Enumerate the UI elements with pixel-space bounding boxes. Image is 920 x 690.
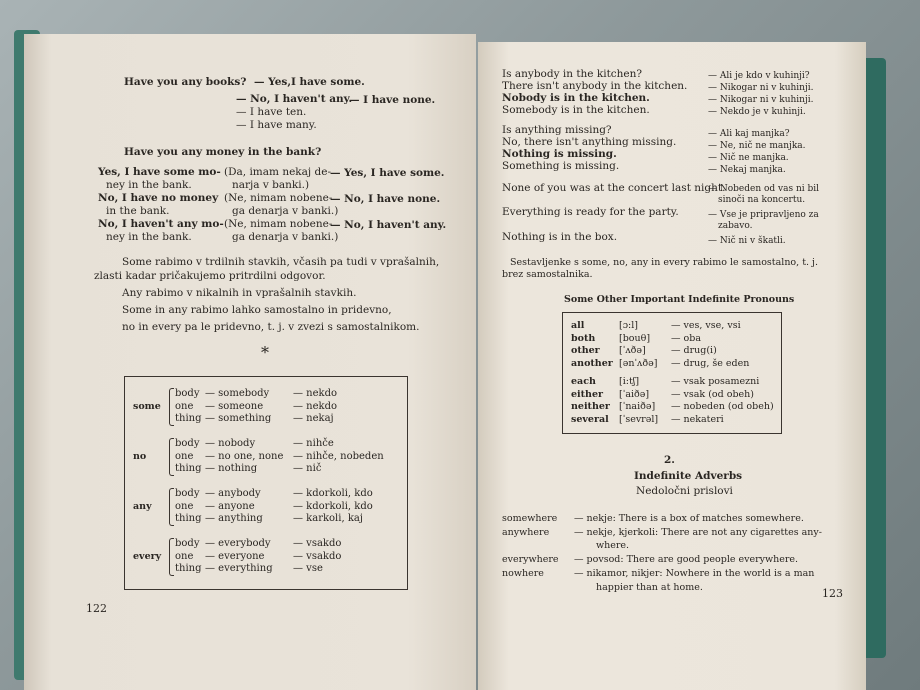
missing-translation: — Nič ne manjka. [708,153,789,163]
row3-sl2: ga denarja v banki.) [232,231,339,243]
answer-ten: — I have ten. [236,106,307,118]
pronoun-word: another [571,357,613,369]
everything-translation-1: — Vse je pripravljeno za [708,210,819,220]
adverb-word: somewhere [502,513,558,524]
group-translation: — nekdo [293,388,338,399]
kitchen-sentence: There isn't anybody in the kitchen. [502,80,688,92]
pronoun-meaning: — oba [671,332,701,344]
group-brace [169,538,174,576]
page-number-left: 122 [86,602,107,615]
group-key-any: any [133,501,152,512]
adverb-definition: happier than at home. [596,582,703,593]
adverb-definition: where. [596,540,630,551]
group-key-every: every [133,551,162,562]
answer-none: — I have none. [349,94,436,106]
missing-sentence: No, there isn't anything missing. [502,136,677,148]
group-compound: — anything [205,513,263,524]
group-compound: — no one, none [205,450,284,462]
kitchen-translation: — Nekdo je v kuhinji. [708,107,806,117]
group-compound: — everybody [205,538,271,549]
group-stem: thing [175,513,202,524]
adverb-word: anywhere [502,527,550,538]
group-stem: one [175,550,194,562]
row2-answer: — No, I have none. [330,193,441,205]
kitchen-sentence: Somebody is in the kitchen. [502,104,650,116]
none-sentence: None of you was at the concert last night. [502,182,726,194]
pronoun-meaning: — vsak posamezni [671,376,760,387]
row3-en1: No, I haven't any mo- [98,218,224,230]
pronoun-ipa: [ˈʌðə] [619,345,646,356]
group-compound: — somebody [205,388,270,399]
row1-sl1: (Da, imam nekaj de- [224,166,331,178]
group-compound: — something [205,413,272,424]
pronoun-word: other [571,345,600,356]
kitchen-sentence: Nobody is in the kitchen. [502,92,650,104]
group-translation: — nekaj [293,413,334,424]
kitchen-translation: — Nikogar ni v kuhinji. [708,83,814,93]
adverb-definition: — nikamor, nikjer: Nowhere in the world is a man [574,568,815,579]
group-key-no: no [133,451,147,462]
page-number-right: 123 [822,587,843,600]
group-compound: — anybody [205,488,261,499]
group-key-some: some [133,401,161,412]
group-stem: one [175,450,194,462]
group-stem: one [175,400,194,412]
group-stem: thing [175,463,202,474]
row1-answer: — Yes, I have some. [330,167,445,179]
section-star: * [261,343,269,362]
row1-sl2: narja v banki.) [232,179,310,191]
pronoun-meaning: — drug(i) [671,345,717,356]
none-translation-2: sinoči na koncertu. [718,195,806,205]
missing-sentence: Something is missing. [502,160,620,172]
pronoun-meaning: — nobeden (od obeh) [671,401,774,412]
missing-sentence: Nothing is missing. [502,148,617,160]
adverb-definition: — povsod: There are good people everywhere. [574,554,799,565]
right-page [478,42,866,690]
adverb-word: nowhere [502,568,544,579]
pronoun-ipa: [ˈaiðə] [619,388,650,400]
group-compound: — nobody [205,438,256,449]
row3-answer: — No, I haven't any. [330,219,447,231]
group-translation: — vsakdo [293,550,342,562]
paragraph-some: Some rabimo v trdilnih stavkih, včasih pa tudi v vprašalnih, [122,256,440,268]
nothing-translation: — Nič ni v škatli. [708,236,786,246]
pronouns-table [562,312,782,434]
group-translation: — nič [293,463,322,474]
pronoun-word: both [571,332,596,344]
paragraph-any: Any rabimo v nikalnih in vprašalnih stavkih. [122,287,357,299]
row3-sl1: (Ne, nimam nobene- [224,218,333,230]
pronoun-meaning: — drug, še eden [671,357,750,369]
group-compound: — everyone [205,550,265,562]
paragraph-some-cont: zlasti kadar pričakujemo pritrdilni odgovor. [94,270,326,282]
everything-sentence: Everything is ready for the party. [502,206,679,218]
kitchen-translation: — Nikogar ni v kuhinji. [708,95,814,105]
pronoun-meaning: — ves, vse, vsi [671,320,741,331]
row3-en2: ney in the bank. [106,231,192,243]
row2-sl2: ga denarja v banki.) [232,205,339,217]
pronoun-ipa: [i:tʃ] [619,376,640,387]
kitchen-translation: — Ali je kdo v kuhinji? [708,71,810,81]
none-translation-1: — Nobeden od vas ni bil [708,184,820,194]
row2-sl1: (Ne, nimam nobene- [224,192,333,204]
row2-en2: in the bank. [106,205,170,217]
group-stem: body [175,438,200,449]
compound-table [124,376,408,590]
group-brace [169,388,174,426]
row2-en1: No, I have no money [98,192,219,204]
question-books: Have you any books? [124,76,247,88]
paragraph-no-every: no in every pa le pridevno, t. j. v zvezi s samostalnikom. [122,321,420,333]
row1-en2: ney in the bank. [106,179,192,191]
pronoun-ipa: [ənˈʌðə] [619,357,658,369]
pronoun-ipa: [bouθ] [619,332,651,344]
group-stem: one [175,500,194,512]
group-translation: — nihče, nobeden [293,450,384,462]
sestavljenke-note-cont: brez samostalnika. [502,269,593,280]
answer-havent: — No, I haven't any. [236,93,353,105]
nothing-sentence: Nothing is in the box. [502,231,618,243]
paragraph-some-any: Some in any rabimo lahko samostalno in pridevno, [122,304,392,316]
kitchen-sentence: Is anybody in the kitchen? [502,68,643,80]
adverb-definition: — nekje, kjerkoli: There are not any cigarettes any- [574,527,822,538]
pronouns-heading: Some Other Important Indefinite Pronouns [564,294,795,305]
group-brace [169,488,174,526]
question-money: Have you any money in the bank? [124,146,322,158]
group-translation: — karkoli, kaj [293,513,363,524]
pronoun-ipa: [ˈnaiðə] [619,401,656,412]
pronoun-meaning: — nekateri [671,413,724,425]
pronoun-ipa: [ɔ:l] [619,320,638,331]
missing-translation: — Ali kaj manjka? [708,129,790,139]
left-page [24,34,476,690]
row1-en1: Yes, I have some mo- [98,166,221,178]
group-stem: thing [175,413,202,424]
missing-translation: — Ne, nič ne manjka. [708,141,806,151]
sestavljenke-note: Sestavljenke s some, no, any in every rabimo le samostalno, t. j. [510,257,819,268]
adverb-word: everywhere [502,554,559,565]
group-translation: — kdorkoli, kdo [293,500,373,512]
group-compound: — everything [205,563,273,574]
group-translation: — nekdo [293,400,338,412]
everything-translation-2: zabavo. [718,221,753,231]
group-translation: — vse [293,563,323,574]
adverb-definition: — nekje: There is a box of matches somewhere. [574,513,804,524]
group-compound: — someone [205,400,264,412]
group-compound: — anyone [205,500,255,512]
pronoun-meaning: — vsak (od obeh) [671,388,754,400]
answer-many: — I have many. [236,119,317,131]
group-translation: — vsakdo [293,538,342,549]
group-translation: — nihče [293,438,334,449]
missing-sentence: Is anything missing? [502,124,612,136]
pronoun-word: either [571,388,603,400]
pronoun-word: neither [571,401,610,412]
group-translation: — kdorkoli, kdo [293,488,373,499]
group-stem: body [175,538,200,549]
section-title: Indefinite Adverbs [634,470,743,482]
section-subtitle: Nedoločni prislovi [636,485,733,497]
missing-translation: — Nekaj manjka. [708,165,786,175]
section-number: 2. [664,454,675,466]
group-brace [169,438,174,476]
group-stem: thing [175,563,202,574]
group-stem: body [175,488,200,499]
answer-some: — Yes,I have some. [254,76,365,88]
group-stem: body [175,388,200,399]
pronoun-word: each [571,376,596,387]
group-compound: — nothing [205,463,258,474]
pronoun-word: several [571,413,609,425]
pronoun-word: all [571,320,585,331]
pronoun-ipa: [ˈsevrəl] [619,413,659,425]
